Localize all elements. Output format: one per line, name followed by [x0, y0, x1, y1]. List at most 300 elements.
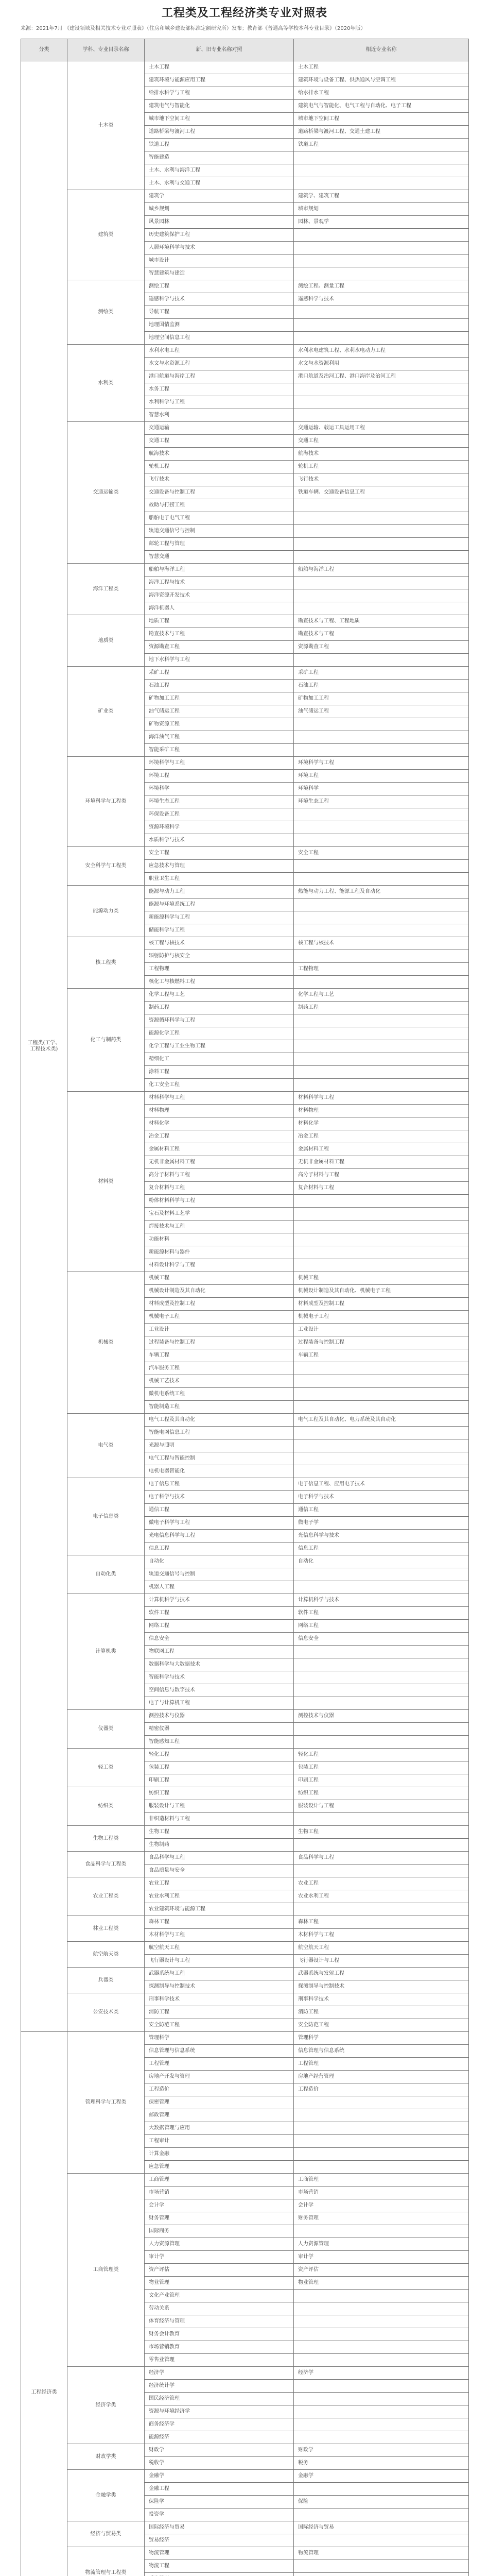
cell-major: 资源勘查工程 — [145, 641, 294, 654]
cell-major: 建筑环境与能源应用工程 — [145, 74, 294, 87]
cell-related: 材料物理 — [294, 1105, 469, 1117]
cell-major: 环境科学与工程 — [145, 757, 294, 770]
cell-related: 安全防范工程 — [294, 2019, 469, 2032]
cell-related: 园林、景观学 — [294, 216, 469, 229]
cell-major: 工程物理 — [145, 963, 294, 976]
cell-major: 飞行技术 — [145, 473, 294, 486]
cell-major: 海洋机器人 — [145, 602, 294, 615]
cell-related: 食品科学与工程 — [294, 1852, 469, 1865]
cell-related — [294, 1079, 469, 1092]
cell-related — [294, 2290, 469, 2302]
cell-related — [294, 911, 469, 924]
cell-related: 人力资源管理 — [294, 2238, 469, 2251]
table-row — [21, 1968, 469, 1980]
cell-related: 交通运输、载运工具运用工程 — [294, 422, 469, 435]
cell-major: 过程装备与控制工程 — [145, 1336, 294, 1349]
table-row — [21, 2470, 469, 2483]
cell-major: 水文与水资源工程 — [145, 358, 294, 370]
cell-major: 邮轮工程与管理 — [145, 538, 294, 551]
cell-major: 测绘工程 — [145, 280, 294, 293]
cell-related — [294, 1208, 469, 1221]
cell-related: 会计学 — [294, 2199, 469, 2212]
cell-related — [294, 1195, 469, 1208]
cell-related — [294, 525, 469, 538]
cell-related — [294, 976, 469, 989]
cell-category: 工程经济类 — [21, 2032, 67, 2576]
cell-major: 探测制导与控制技术 — [145, 1980, 294, 1993]
cell-major: 交通运输 — [145, 422, 294, 435]
cell-related — [294, 1401, 469, 1414]
cell-related: 自动化 — [294, 1555, 469, 1568]
cell-subject: 自动化类 — [67, 1555, 145, 1594]
cell-major: 空间信息与数字技术 — [145, 1684, 294, 1697]
cell-related — [294, 255, 469, 267]
table-row — [21, 2032, 469, 2045]
cell-major: 农业工程 — [145, 1877, 294, 1890]
cell-major: 安全工程 — [145, 847, 294, 860]
cell-related: 机械工程 — [294, 1272, 469, 1285]
cell-related: 金融学 — [294, 2470, 469, 2483]
cell-major: 焊接技术与工程 — [145, 1221, 294, 1233]
cell-major: 金融学 — [145, 2470, 294, 2483]
cell-subject: 安全科学与工程类 — [67, 847, 145, 886]
cell-related — [294, 306, 469, 319]
cell-related — [294, 2109, 469, 2122]
cell-major: 体育经济与管理 — [145, 2315, 294, 2328]
cell-subject: 交通运输类 — [67, 422, 145, 564]
cell-subject: 水利类 — [67, 345, 145, 422]
cell-major: 地理国情监测 — [145, 319, 294, 332]
cell-related — [294, 577, 469, 589]
cell-major: 工程造价 — [145, 2083, 294, 2096]
cell-related: 环境科学 — [294, 783, 469, 795]
cell-related: 工程造价 — [294, 2083, 469, 2096]
cell-related — [294, 1568, 469, 1581]
source-note: 来源：2021年7月 《建设领域及相关技术专业对照表》（住房和城乡建设部标准定额研究所）发布；教育部《普通高等学校本科专业目录》（2020年版） — [21, 26, 366, 31]
cell-major: 安全防范工程 — [145, 2019, 294, 2032]
cell-major: 矿物资源工程 — [145, 718, 294, 731]
cell-related: 环境科学与工程 — [294, 757, 469, 770]
cell-related: 光信息科学与技术 — [294, 1530, 469, 1543]
cell-related — [294, 1865, 469, 1877]
cell-related — [294, 2225, 469, 2238]
cell-subject: 海洋工程类 — [67, 564, 145, 615]
cell-major: 电气工程与智能控制 — [145, 1452, 294, 1465]
cell-related: 土木工程 — [294, 61, 469, 74]
cell-related — [294, 2483, 469, 2496]
cell-subject: 电子信息类 — [67, 1478, 145, 1555]
cell-major: 保险学 — [145, 2496, 294, 2509]
cell-related — [294, 1246, 469, 1259]
cell-major: 土木、水利与交通工程 — [145, 177, 294, 190]
table-row — [21, 2547, 469, 2560]
table-row — [21, 61, 469, 74]
cell-major: 工商管理 — [145, 2174, 294, 2187]
table-row — [21, 1787, 469, 1800]
cell-major: 木材科学与工程 — [145, 1929, 294, 1942]
cell-major: 宝石及材料工艺学 — [145, 1208, 294, 1221]
cell-major: 大数据管理与应用 — [145, 2122, 294, 2135]
cell-related — [294, 1040, 469, 1053]
cell-related: 包装工程 — [294, 1761, 469, 1774]
cell-related: 轮机工程 — [294, 461, 469, 473]
cell-major: 工业设计 — [145, 1324, 294, 1336]
cell-major: 智能感知工程 — [145, 1736, 294, 1749]
cell-related — [294, 1259, 469, 1272]
cell-related: 铁道工程 — [294, 139, 469, 151]
cell-related: 探测制导与控制技术 — [294, 1980, 469, 1993]
cell-related: 港口航道及治河工程、港口海岸及治河工程 — [294, 370, 469, 383]
cell-related: 微电子学 — [294, 1517, 469, 1530]
cell-related — [294, 2380, 469, 2393]
cell-related: 过程装备与控制工程 — [294, 1336, 469, 1349]
cell-major: 财政学 — [145, 2444, 294, 2457]
cell-major: 市场营销教育 — [145, 2341, 294, 2354]
cell-related: 交通工程 — [294, 435, 469, 448]
cell-major: 建筑电气与智能化 — [145, 100, 294, 113]
cell-major: 智能制造工程 — [145, 1401, 294, 1414]
table-row — [21, 757, 469, 770]
cell-related: 材料成型及控制工程 — [294, 1298, 469, 1311]
cell-major: 水利科学与工程 — [145, 396, 294, 409]
cell-related: 油气储运工程 — [294, 705, 469, 718]
cell-related: 审计学 — [294, 2251, 469, 2264]
cell-related — [294, 396, 469, 409]
cell-major: 财务管理 — [145, 2212, 294, 2225]
header-category: 分类 — [21, 39, 67, 61]
cell-related: 电子信息工程、应用电子技术 — [294, 1478, 469, 1491]
cell-subject: 物流管理与工程类 — [67, 2547, 145, 2576]
cell-related — [294, 1375, 469, 1388]
cell-major: 材料科学与工程 — [145, 1092, 294, 1105]
table-body — [21, 61, 469, 2576]
cell-major: 微电子科学与工程 — [145, 1517, 294, 1530]
cell-related: 武器系统与发射工程 — [294, 1968, 469, 1980]
cell-related — [294, 1439, 469, 1452]
cell-major: 国际经济与贸易 — [145, 2521, 294, 2534]
cell-major: 国民经济管理 — [145, 2393, 294, 2405]
cell-related: 印刷工程 — [294, 1774, 469, 1787]
cell-related — [294, 2148, 469, 2161]
cell-major: 地下水科学与工程 — [145, 654, 294, 667]
cell-related: 道路桥梁与渡河工程、交通土建工程 — [294, 126, 469, 139]
cell-related: 建筑环境与设备工程、供热通风与空调工程 — [294, 74, 469, 87]
cell-major: 能源化学工程 — [145, 1027, 294, 1040]
cell-major: 救助与打捞工程 — [145, 499, 294, 512]
cell-major: 资源与环境经济学 — [145, 2405, 294, 2418]
table-row — [21, 1993, 469, 2006]
table-row — [21, 1092, 469, 1105]
cell-major: 物流管理 — [145, 2547, 294, 2560]
cell-related — [294, 1221, 469, 1233]
cell-major: 材料成型及控制工程 — [145, 1298, 294, 1311]
cell-related — [294, 1452, 469, 1465]
cell-major: 历史建筑保护工程 — [145, 229, 294, 242]
cell-related: 采矿工程 — [294, 667, 469, 680]
cell-major: 环境生态工程 — [145, 795, 294, 808]
cell-subject: 地质类 — [67, 615, 145, 667]
cell-related — [294, 2405, 469, 2418]
cell-related — [294, 1736, 469, 1749]
cell-related — [294, 319, 469, 332]
cell-major: 机械电子工程 — [145, 1311, 294, 1324]
cell-major: 资产评估 — [145, 2264, 294, 2277]
cell-related — [294, 2418, 469, 2431]
cell-major: 海洋油气工程 — [145, 731, 294, 744]
cell-related — [294, 2509, 469, 2521]
cell-related: 信息工程 — [294, 1543, 469, 1555]
cell-related: 航空航天工程 — [294, 1942, 469, 1955]
cell-related — [294, 834, 469, 847]
cell-related: 电气工程及其自动化、电力系统及其自动化 — [294, 1414, 469, 1427]
cell-related: 保险 — [294, 2496, 469, 2509]
cell-related: 测绘工程、测量工程 — [294, 280, 469, 293]
cell-major: 土木工程 — [145, 61, 294, 74]
table-row — [21, 1942, 469, 1955]
cell-related: 城市规划 — [294, 203, 469, 216]
table-row — [21, 2174, 469, 2187]
cell-major: 给排水科学与工程 — [145, 87, 294, 100]
cell-related: 勘查技术与工程、工程地质 — [294, 615, 469, 628]
cell-related — [294, 899, 469, 911]
cell-major: 港口航道与海岸工程 — [145, 370, 294, 383]
cell-major: 环境科学 — [145, 783, 294, 795]
cell-related: 生物工程 — [294, 1826, 469, 1839]
table-row — [21, 190, 469, 203]
cell-related: 工程物理 — [294, 963, 469, 976]
table-row — [21, 615, 469, 628]
cell-major: 审计学 — [145, 2251, 294, 2264]
cell-major: 数据科学与大数据技术 — [145, 1658, 294, 1671]
cell-major: 网络工程 — [145, 1620, 294, 1633]
cell-major: 森林工程 — [145, 1916, 294, 1929]
cell-related: 飞行技术 — [294, 473, 469, 486]
cell-major: 刑事科学技术 — [145, 1993, 294, 2006]
cell-related — [294, 2135, 469, 2148]
cell-major: 辐射防护与核安全 — [145, 950, 294, 963]
cell-major: 零售业管理 — [145, 2354, 294, 2367]
cell-related — [294, 1839, 469, 1852]
cell-related — [294, 1646, 469, 1658]
cell-major: 铁道工程 — [145, 139, 294, 151]
cell-related — [294, 151, 469, 164]
cell-related: 物流管理 — [294, 2547, 469, 2560]
cell-related — [294, 2573, 469, 2576]
cell-related: 化学工程与工艺 — [294, 989, 469, 1002]
cell-related: 木材科学与工程 — [294, 1929, 469, 1942]
cell-subject: 生物工程类 — [67, 1826, 145, 1852]
cell-major: 电子科学与技术 — [145, 1491, 294, 1504]
cell-related — [294, 267, 469, 280]
table-header-row — [21, 39, 469, 61]
cell-subject: 公安技术类 — [67, 1993, 145, 2032]
cell-major: 海洋工程与技术 — [145, 577, 294, 589]
cell-major: 商务经济学 — [145, 2418, 294, 2431]
cell-related: 信息管理与信息系统 — [294, 2045, 469, 2058]
cell-major: 飞行器设计与工程 — [145, 1955, 294, 1968]
cell-related — [294, 1362, 469, 1375]
cell-major: 财务会计教育 — [145, 2328, 294, 2341]
cell-related — [294, 1465, 469, 1478]
cell-related: 农业工程 — [294, 1877, 469, 1890]
cell-related: 房地产经营管理 — [294, 2071, 469, 2083]
cell-major — [145, 2573, 294, 2576]
cell-related: 环境工程 — [294, 770, 469, 783]
cell-major: 轮机工程 — [145, 461, 294, 473]
cell-related — [294, 1388, 469, 1401]
cell-subject: 机械类 — [67, 1272, 145, 1414]
cell-related: 给水排水工程 — [294, 87, 469, 100]
cell-subject: 核工程类 — [67, 937, 145, 989]
table-row — [21, 345, 469, 358]
cell-major: 智能科学与技术 — [145, 1671, 294, 1684]
cell-major: 冶金工程 — [145, 1130, 294, 1143]
table-row — [21, 280, 469, 293]
table-row — [21, 1414, 469, 1427]
cell-major: 经济统计学 — [145, 2380, 294, 2393]
table-row — [21, 2444, 469, 2457]
cell-subject: 建筑类 — [67, 190, 145, 280]
cell-major: 遥感科学与技术 — [145, 293, 294, 306]
table-row — [21, 1916, 469, 1929]
cell-major: 城市地下空间工程 — [145, 113, 294, 126]
cell-major: 新能源科学与工程 — [145, 911, 294, 924]
cell-major: 精细化工 — [145, 1053, 294, 1066]
cell-subject: 仪器类 — [67, 1710, 145, 1749]
cell-major: 生物制药 — [145, 1839, 294, 1852]
cell-major: 农业水利工程 — [145, 1890, 294, 1903]
cell-related — [294, 1658, 469, 1671]
cell-related: 热能与动力工程、能源工程及自动化 — [294, 886, 469, 899]
cell-related — [294, 499, 469, 512]
cell-major: 机械工程 — [145, 1272, 294, 1285]
cell-subject: 电气类 — [67, 1414, 145, 1478]
cell-major: 城乡规划 — [145, 203, 294, 216]
cell-major: 金属材料工程 — [145, 1143, 294, 1156]
cell-related: 核工程与核技术 — [294, 937, 469, 950]
cell-major: 微机电系统工程 — [145, 1388, 294, 1401]
cell-subject: 工商管理类 — [67, 2174, 145, 2367]
cell-major: 国际商务 — [145, 2225, 294, 2238]
cell-related: 资源勘查工程 — [294, 641, 469, 654]
cell-related: 材料化学 — [294, 1117, 469, 1130]
cell-related: 资产评估 — [294, 2264, 469, 2277]
cell-major: 地质工程 — [145, 615, 294, 628]
cell-major: 投资学 — [145, 2509, 294, 2521]
cell-subject: 能源动力类 — [67, 886, 145, 937]
cell-related: 经济学 — [294, 2367, 469, 2380]
cell-major: 计算金融 — [145, 2148, 294, 2161]
major-table — [21, 39, 469, 2576]
cell-related — [294, 229, 469, 242]
cell-related — [294, 2302, 469, 2315]
table-row — [21, 1555, 469, 1568]
cell-major: 自动化 — [145, 1555, 294, 1568]
cell-major: 消防工程 — [145, 2006, 294, 2019]
cell-related — [294, 332, 469, 345]
cell-related: 机械电子工程 — [294, 1311, 469, 1324]
cell-related — [294, 2341, 469, 2354]
cell-related: 工业设计 — [294, 1324, 469, 1336]
cell-major: 劳动关系 — [145, 2302, 294, 2315]
cell-related: 石油工程 — [294, 680, 469, 692]
cell-major: 电子与计算机工程 — [145, 1697, 294, 1710]
cell-major: 管理科学 — [145, 2032, 294, 2045]
cell-subject: 兵器类 — [67, 1968, 145, 1993]
cell-major: 印刷工程 — [145, 1774, 294, 1787]
cell-major: 机械工艺技术 — [145, 1375, 294, 1388]
cell-related — [294, 538, 469, 551]
cell-major: 制药工程 — [145, 1002, 294, 1014]
cell-subject: 材料类 — [67, 1092, 145, 1272]
cell-related: 税务 — [294, 2457, 469, 2470]
cell-major: 航空航天工程 — [145, 1942, 294, 1955]
cell-subject: 航空航天类 — [67, 1942, 145, 1968]
cell-major: 风景园林 — [145, 216, 294, 229]
cell-related: 管理科学 — [294, 2032, 469, 2045]
cell-major: 材料物理 — [145, 1105, 294, 1117]
cell-major: 石油工程 — [145, 680, 294, 692]
cell-major: 车辆工程 — [145, 1349, 294, 1362]
cell-subject: 林业工程类 — [67, 1916, 145, 1942]
cell-major: 计算机科学与技术 — [145, 1594, 294, 1607]
cell-subject: 测绘类 — [67, 280, 145, 345]
cell-related: 水文与水资源利用 — [294, 358, 469, 370]
cell-related — [294, 1427, 469, 1439]
table-row — [21, 422, 469, 435]
cell-subject: 化工与制药类 — [67, 989, 145, 1092]
cell-related: 建筑电气与智能化、电气工程与自动化、电子工程 — [294, 100, 469, 113]
cell-related: 信息安全 — [294, 1633, 469, 1646]
table-row — [21, 1852, 469, 1865]
cell-major: 物业管理 — [145, 2277, 294, 2290]
cell-major: 武器系统与工程 — [145, 1968, 294, 1980]
cell-major: 复合材料与工程 — [145, 1182, 294, 1195]
table-row — [21, 847, 469, 860]
cell-related — [294, 1903, 469, 1916]
cell-major: 房地产开发与管理 — [145, 2071, 294, 2083]
cell-related: 金属材料工程 — [294, 1143, 469, 1156]
cell-major: 水务工程 — [145, 383, 294, 396]
cell-major: 材料化学 — [145, 1117, 294, 1130]
cell-major: 电机电器智能化 — [145, 1465, 294, 1478]
cell-major: 智慧水利 — [145, 409, 294, 422]
table-row — [21, 2367, 469, 2380]
cell-related: 测控技术与仪器 — [294, 1710, 469, 1723]
cell-major: 人居环境科学与技术 — [145, 242, 294, 255]
cell-related — [294, 1233, 469, 1246]
table-row — [21, 1710, 469, 1723]
cell-major: 城市设计 — [145, 255, 294, 267]
cell-major: 核化工与核燃料工程 — [145, 976, 294, 989]
cell-related — [294, 242, 469, 255]
cell-related: 国际经济与贸易 — [294, 2521, 469, 2534]
cell-major: 机械设计制造及其自动化 — [145, 1285, 294, 1298]
cell-related: 航海技术 — [294, 448, 469, 461]
cell-major: 职业卫生工程 — [145, 873, 294, 886]
cell-related: 刑事科学技术 — [294, 1993, 469, 2006]
cell-related: 遥感科学与技术 — [294, 293, 469, 306]
cell-major: 核工程与核技术 — [145, 937, 294, 950]
cell-related: 铁道车辆、交通设备信息工程 — [294, 486, 469, 499]
cell-major: 税收学 — [145, 2457, 294, 2470]
cell-major: 食品质量与安全 — [145, 1865, 294, 1877]
cell-related: 复合材料与工程 — [294, 1182, 469, 1195]
cell-major: 光源与照明 — [145, 1439, 294, 1452]
cell-related: 无机非金属材料工程 — [294, 1156, 469, 1169]
cell-subject: 金融学类 — [67, 2470, 145, 2521]
cell-related — [294, 2328, 469, 2341]
